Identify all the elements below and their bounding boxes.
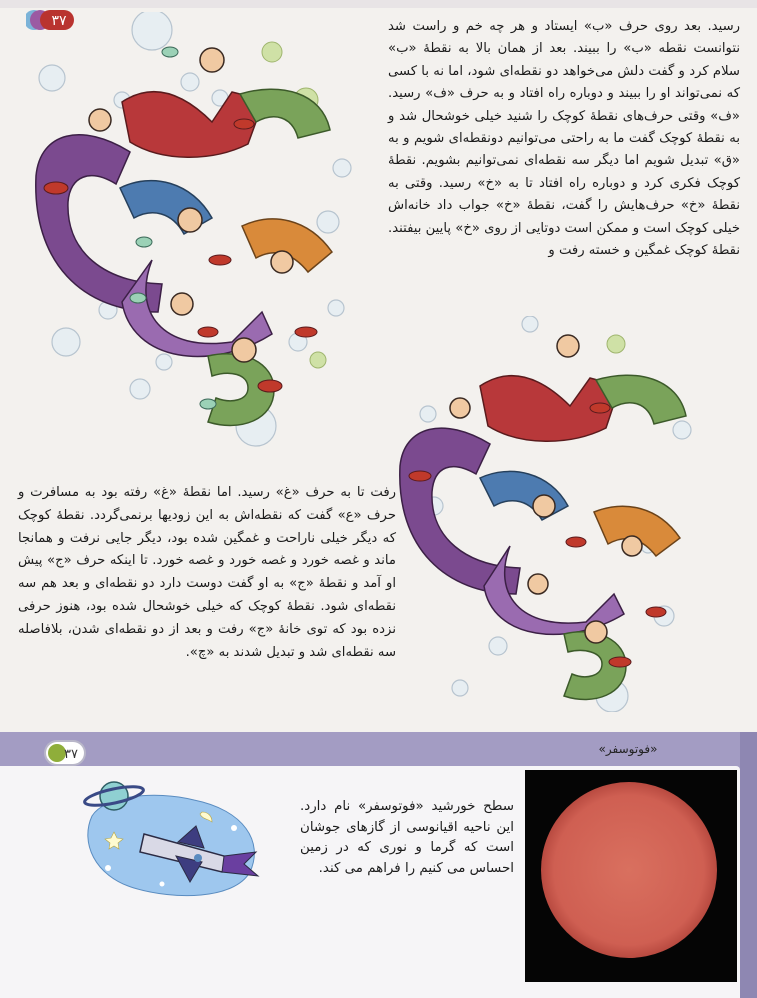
fact-text: سطح خورشید «فوتوسفر» نام دارد. این ناحیه اقیانوسی از گازهای جوشان است که گرما و نوری که در زمین احساس می کنیم را فراهم می کند. [300,799,514,876]
fact-band-edge [740,732,757,998]
space-illustration [74,772,274,906]
fact-page-number-text: ۳۷ [64,747,78,762]
letters-illustration-right [380,316,710,716]
letters-illustration-left [12,12,372,456]
top-strip [0,0,757,8]
story-paragraph-top: رسید. بعد روی حرف «ب» ایستاد و هر چه خم و راست شد نتوانست نقطه «ب» را ببیند. بعد از همان بالا به نقطهٔ «ب» سلام کرد و گفت دلش می‌خواهد دو نقطه‌ای شود، اما نه با کسی که نمی‌تواند او را ببیند و دوباره راه افتاد و به حرف «ف» رسید. «ف» وقتی حرف‌های نقطهٔ کوچک را شنید خیلی خوشحال شد و به نقطهٔ کوچک گفت ما به راحتی می‌توانیم دونقطه‌ای شویم و به «ق» تبدیل شویم اما دیگر سه نقطه‌ای نمی‌توانیم بشویم. نقطهٔ کوچک فکری کرد و دوباره راه افتاد تا به «خ» رسید. وقتی به نقطهٔ «خ» حرف‌هایش را گفت، نقطهٔ «خ» جواب داد خانه‌اش خیلی کوچک است و ممکن است دوتایی از روی «خ» پایین بیفتند. نقطهٔ کوچک غمگین و خسته رفت و [388,19,740,259]
sun-photo [525,770,737,982]
photo-caption: «فوتوسفر» [598,742,658,756]
story-paragraph-middle: رفت تا به حرف «غ» رسید. اما نقطهٔ «غ» رفته بود به مسافرت و حرف «ع» گفت که نقطه‌اش به این زودیها برنمی‌گردد. نقطهٔ کوچک که دیگر خیلی ناراحت و غمگین شده بود، دیگر جایی نرفت و همانجا ماند و غصه خورد و غصه خورد و غصه خورد. تا اینکه حرف «ج» پیش او آمد و نقطهٔ «ج» به او گفت دوست دارد دو نقطه‌ای و بعد هم سه نقطه‌ای شود. نقطهٔ کوچک که خیلی خوشحال شده بود، هنوز حرفی نزده بود که توی خانهٔ «ج» رفت و بعد از دو نقطه‌ای شدن، بلافاصله سه نقطه‌ای شد و تبدیل شدند به «چ». [18,485,396,660]
fact-page-number-badge [46,742,84,764]
sun-disc [541,782,717,958]
page-number-text: ۳۷ [51,13,67,29]
